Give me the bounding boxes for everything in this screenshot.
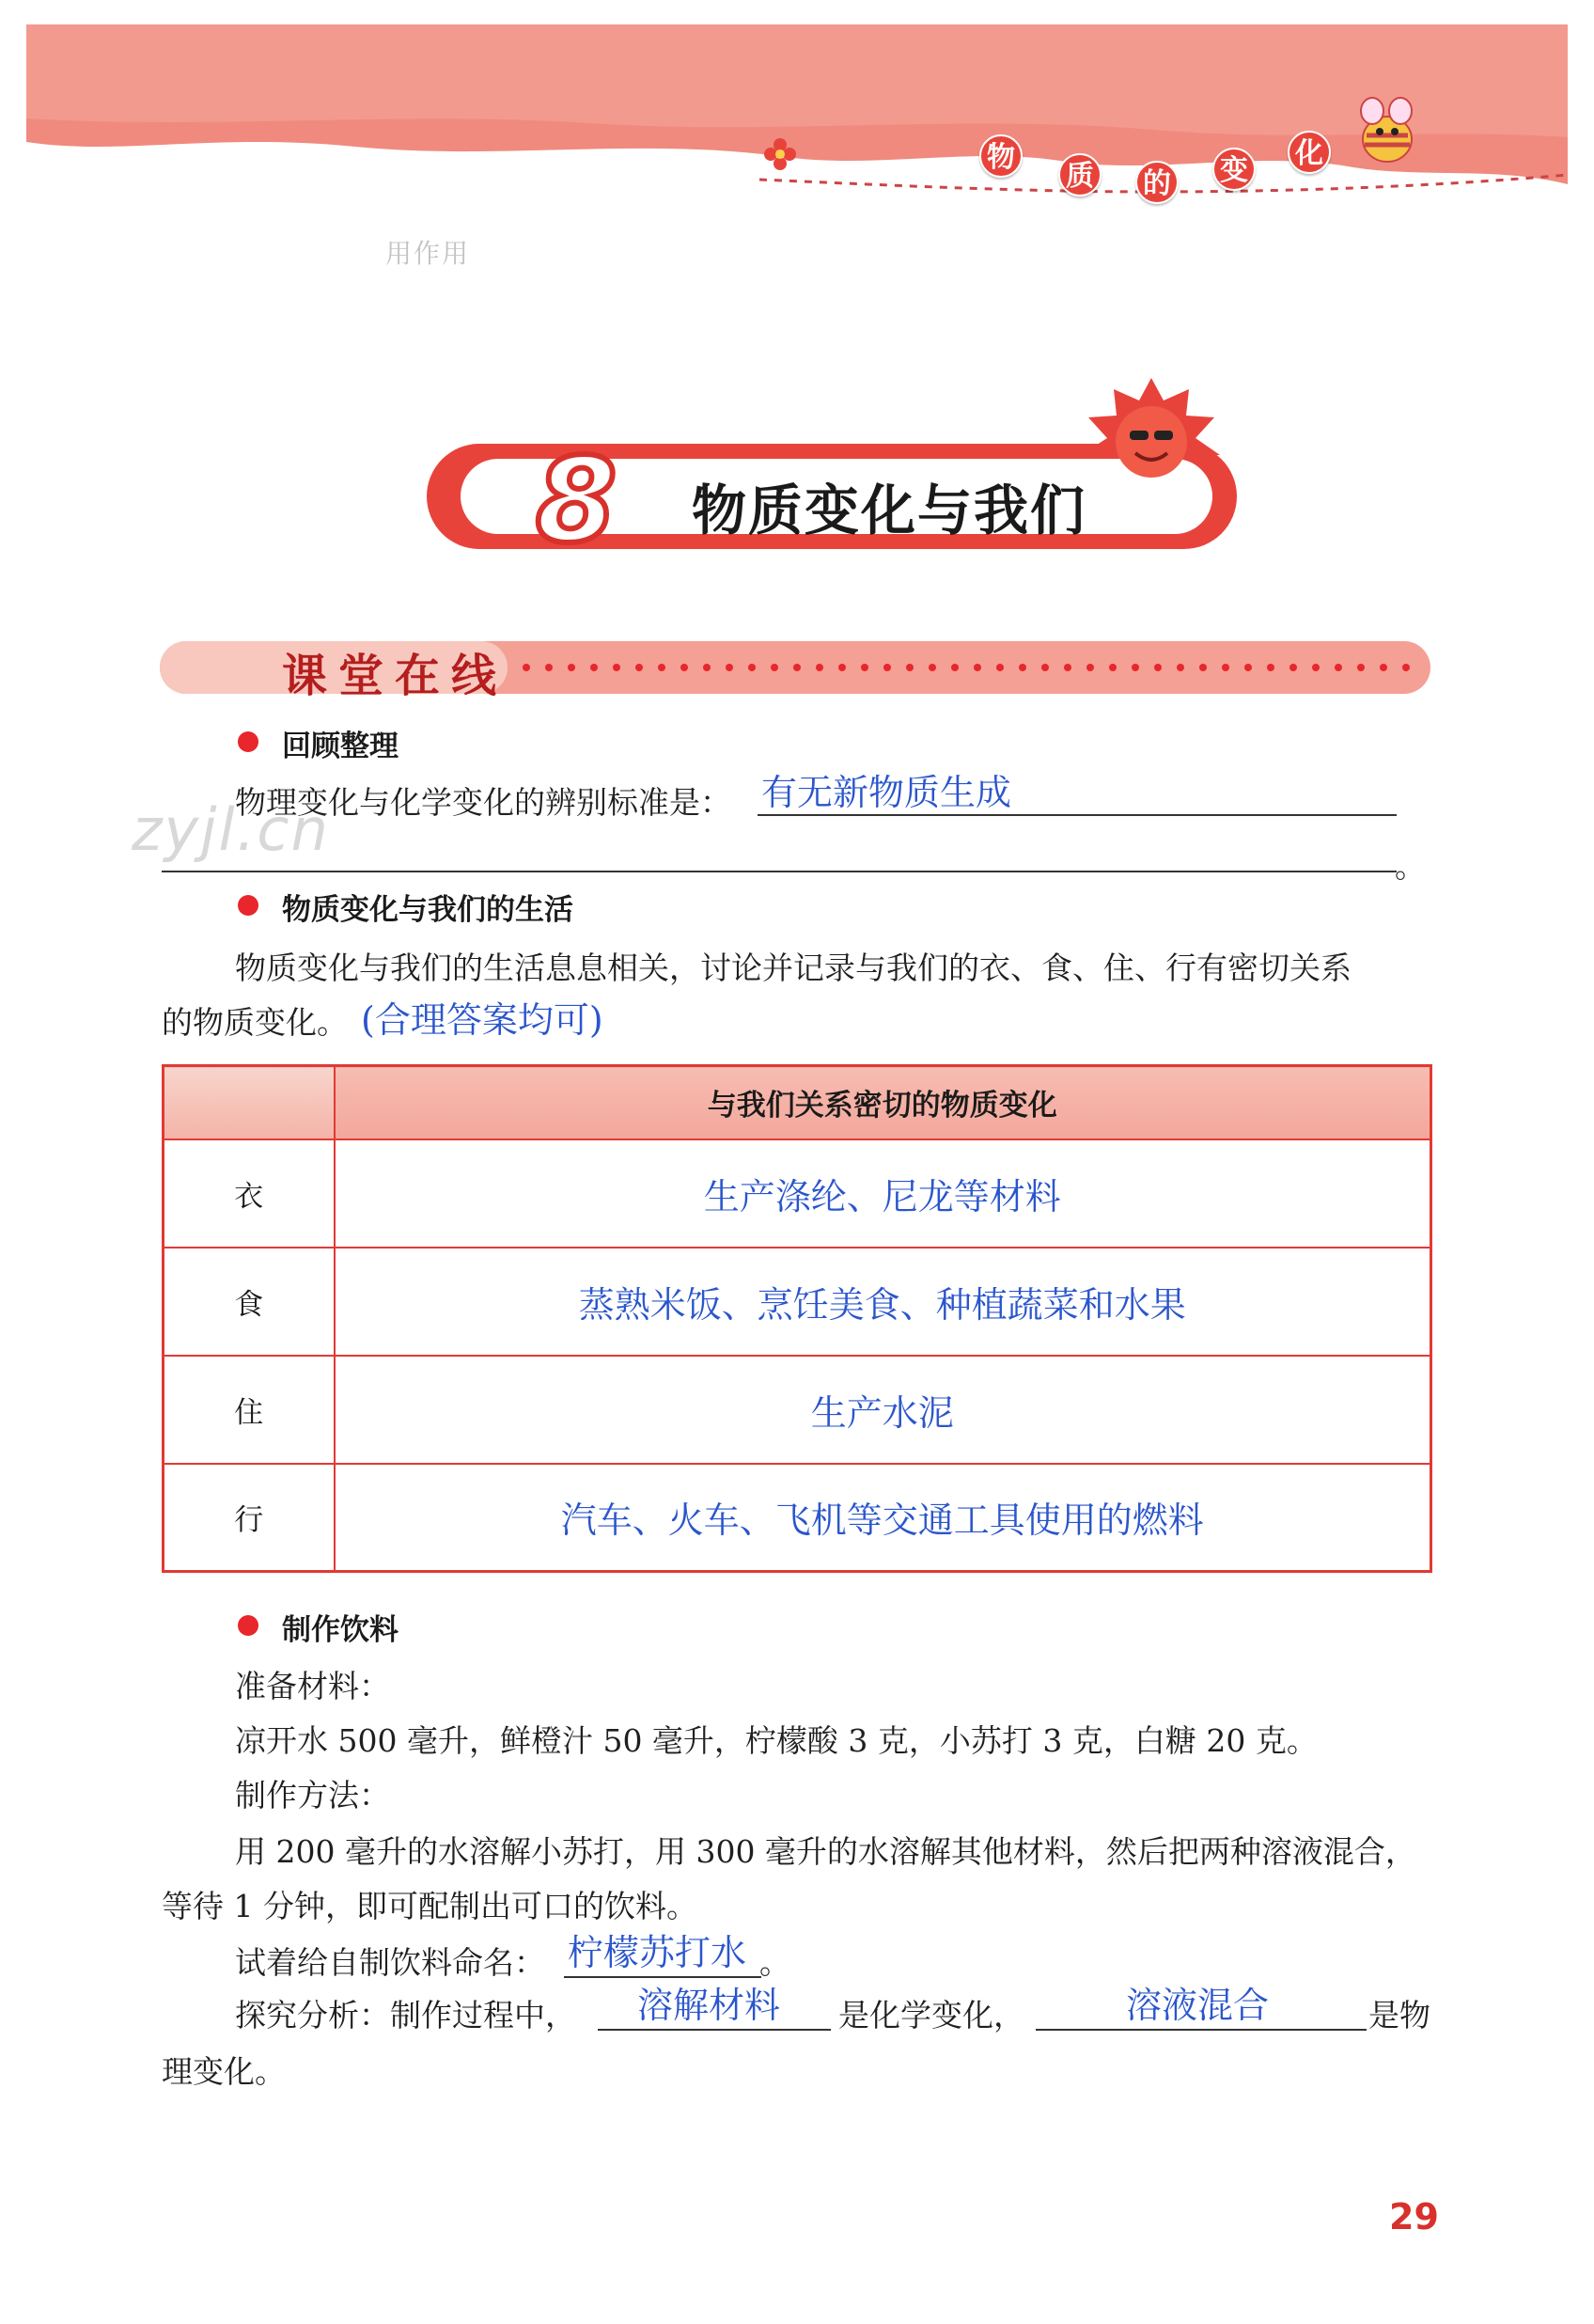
lesson-number: 8: [536, 433, 617, 569]
section-bar-dot: [1244, 664, 1252, 671]
drink-heading: 制作饮料: [282, 1613, 398, 1647]
row-label: 衣: [164, 1139, 335, 1248]
name-answer: 柠檬苏打水: [568, 1932, 747, 1973]
life-heading: 物质变化与我们的生活: [282, 893, 573, 927]
answer-line: [1036, 2029, 1367, 2031]
analysis-middle: 是化学变化，: [838, 1997, 1024, 2034]
row-answer: 生产涤纶、尼龙等材料: [335, 1139, 1431, 1248]
row-label: 行: [164, 1464, 335, 1572]
section-bar-dot: [838, 664, 846, 671]
section-bar-dot: [1402, 664, 1410, 671]
lesson-title: 物质变化与我们: [692, 479, 1087, 542]
section-bar-dot: [635, 664, 643, 671]
sun-icon: [1071, 369, 1231, 481]
method-line2: 等待 1 分钟，即可配制出可口的饮料。: [162, 1888, 697, 1924]
section-bar-dot: [1222, 664, 1229, 671]
section-bar-dot: [996, 664, 1004, 671]
section-bar-dot: [1380, 664, 1387, 671]
section-title: 课堂在线: [282, 650, 508, 702]
section-bar-dot: [590, 664, 598, 671]
review-end-mark: 。: [1395, 848, 1426, 885]
table-row: [164, 1248, 1431, 1356]
table-row: [164, 1139, 1431, 1248]
table-row: [164, 1356, 1431, 1464]
section-bar-dot: [861, 664, 868, 671]
review-prompt: 物理变化与化学变化的辨别标准是：: [235, 784, 731, 821]
analysis-answer-2: 溶液混合: [1126, 1985, 1270, 2026]
name-prompt: 试着给自制饮料命名：: [235, 1944, 545, 1981]
section-bar-dot: [1335, 664, 1342, 671]
section-bar-dot: [680, 664, 688, 671]
section-bar-dot: [1041, 664, 1049, 671]
materials-list: 凉开水 500 毫升，鲜橙汁 50 毫升，柠檬酸 3 克，小苏打 3 克，白糖 20 克。: [235, 1722, 1318, 1759]
review-heading: 回顾整理: [282, 730, 398, 763]
table-header: 与我们关系密切的物质变化: [335, 1066, 1431, 1139]
section-bar-dot: [703, 664, 711, 671]
life-paragraph-line2: 的物质变化。: [162, 1004, 348, 1041]
row-answer: 汽车、火车、飞机等交通工具使用的燃料: [335, 1464, 1431, 1572]
section-bar-dot: [748, 664, 756, 671]
section-bar-dot: [1132, 664, 1139, 671]
section-bar-dot: [523, 664, 530, 671]
life-paragraph-line1: 物质变化与我们的生活息息相关，讨论并记录与我们的衣、食、住、行有密切关系: [235, 950, 1352, 986]
bee-icon: [1353, 94, 1419, 169]
bullet-icon: [238, 731, 258, 752]
section-bar-dot: [816, 664, 823, 671]
unit-title-char: 变: [1212, 148, 1256, 191]
life-paragraph-answer: (合理答案均可): [361, 999, 603, 1041]
section-bar-dot: [793, 664, 801, 671]
section-bar-dot: [726, 664, 733, 671]
section-bar-dot: [545, 664, 553, 671]
section-bar-dot: [658, 664, 665, 671]
section-bar-dot: [951, 664, 959, 671]
row-label: 住: [164, 1356, 335, 1464]
page-number: 29: [1389, 2196, 1439, 2238]
section-bar-dot: [906, 664, 914, 671]
material-change-table: [162, 1064, 1432, 1573]
row-label: 食: [164, 1248, 335, 1356]
answer-line: [162, 871, 1397, 872]
method-label: 制作方法：: [235, 1777, 390, 1814]
section-bar-dot: [1289, 664, 1297, 671]
section-bar-dot: [771, 664, 778, 671]
analysis-answer-1: 溶解材料: [637, 1985, 781, 2026]
bullet-icon: [238, 895, 258, 916]
section-bar-dot: [974, 664, 981, 671]
section-bar-dot: [1267, 664, 1274, 671]
table-header-row: [164, 1066, 1431, 1139]
faded-show-through-text: 用作用: [385, 238, 471, 269]
section-bar-dot: [929, 664, 936, 671]
materials-label: 准备材料：: [235, 1668, 390, 1704]
unit-title-char: 质: [1058, 153, 1102, 196]
section-bar-dot: [1357, 664, 1365, 671]
section-bar-dot: [883, 664, 891, 671]
review-answer: 有无新物质生成: [761, 772, 1012, 813]
row-answer: 蒸熟米饭、烹饪美食、种植蔬菜和水果: [335, 1248, 1431, 1356]
unit-title-char: 化: [1288, 131, 1331, 174]
analysis-end: 是物: [1368, 1997, 1430, 2034]
method-line1: 用 200 毫升的水溶解小苏打，用 300 毫升的水溶解其他材料，然后把两种溶液混合，: [235, 1833, 1416, 1870]
section-bar-dot: [1154, 664, 1162, 671]
section-bar-dot: [1019, 664, 1026, 671]
section-bar-dot: [1312, 664, 1320, 671]
section-bar-dot: [1199, 664, 1207, 671]
section-bar-dot: [1177, 664, 1184, 671]
name-end-mark: 。: [759, 1944, 790, 1981]
row-answer: 生产水泥: [335, 1356, 1431, 1464]
watermark: zyjl.cn: [132, 795, 330, 864]
unit-title-char: 物: [979, 134, 1023, 178]
section-bar-dot: [1086, 664, 1094, 671]
section-bar-dot: [613, 664, 620, 671]
answer-line: [598, 2029, 831, 2031]
section-bar-dot: [1109, 664, 1117, 671]
analysis-line2: 理变化。: [162, 2053, 286, 2090]
analysis-prompt: 探究分析：制作过程中，: [235, 1997, 576, 2034]
header-banner: [26, 24, 1568, 212]
table-header-blank: [164, 1066, 335, 1139]
table-row: [164, 1464, 1431, 1572]
bullet-icon: [238, 1615, 258, 1636]
section-bar-dot: [568, 664, 575, 671]
unit-title-char: 的: [1135, 161, 1179, 204]
section-bar-dot: [1064, 664, 1071, 671]
flower-icon: [763, 137, 797, 171]
